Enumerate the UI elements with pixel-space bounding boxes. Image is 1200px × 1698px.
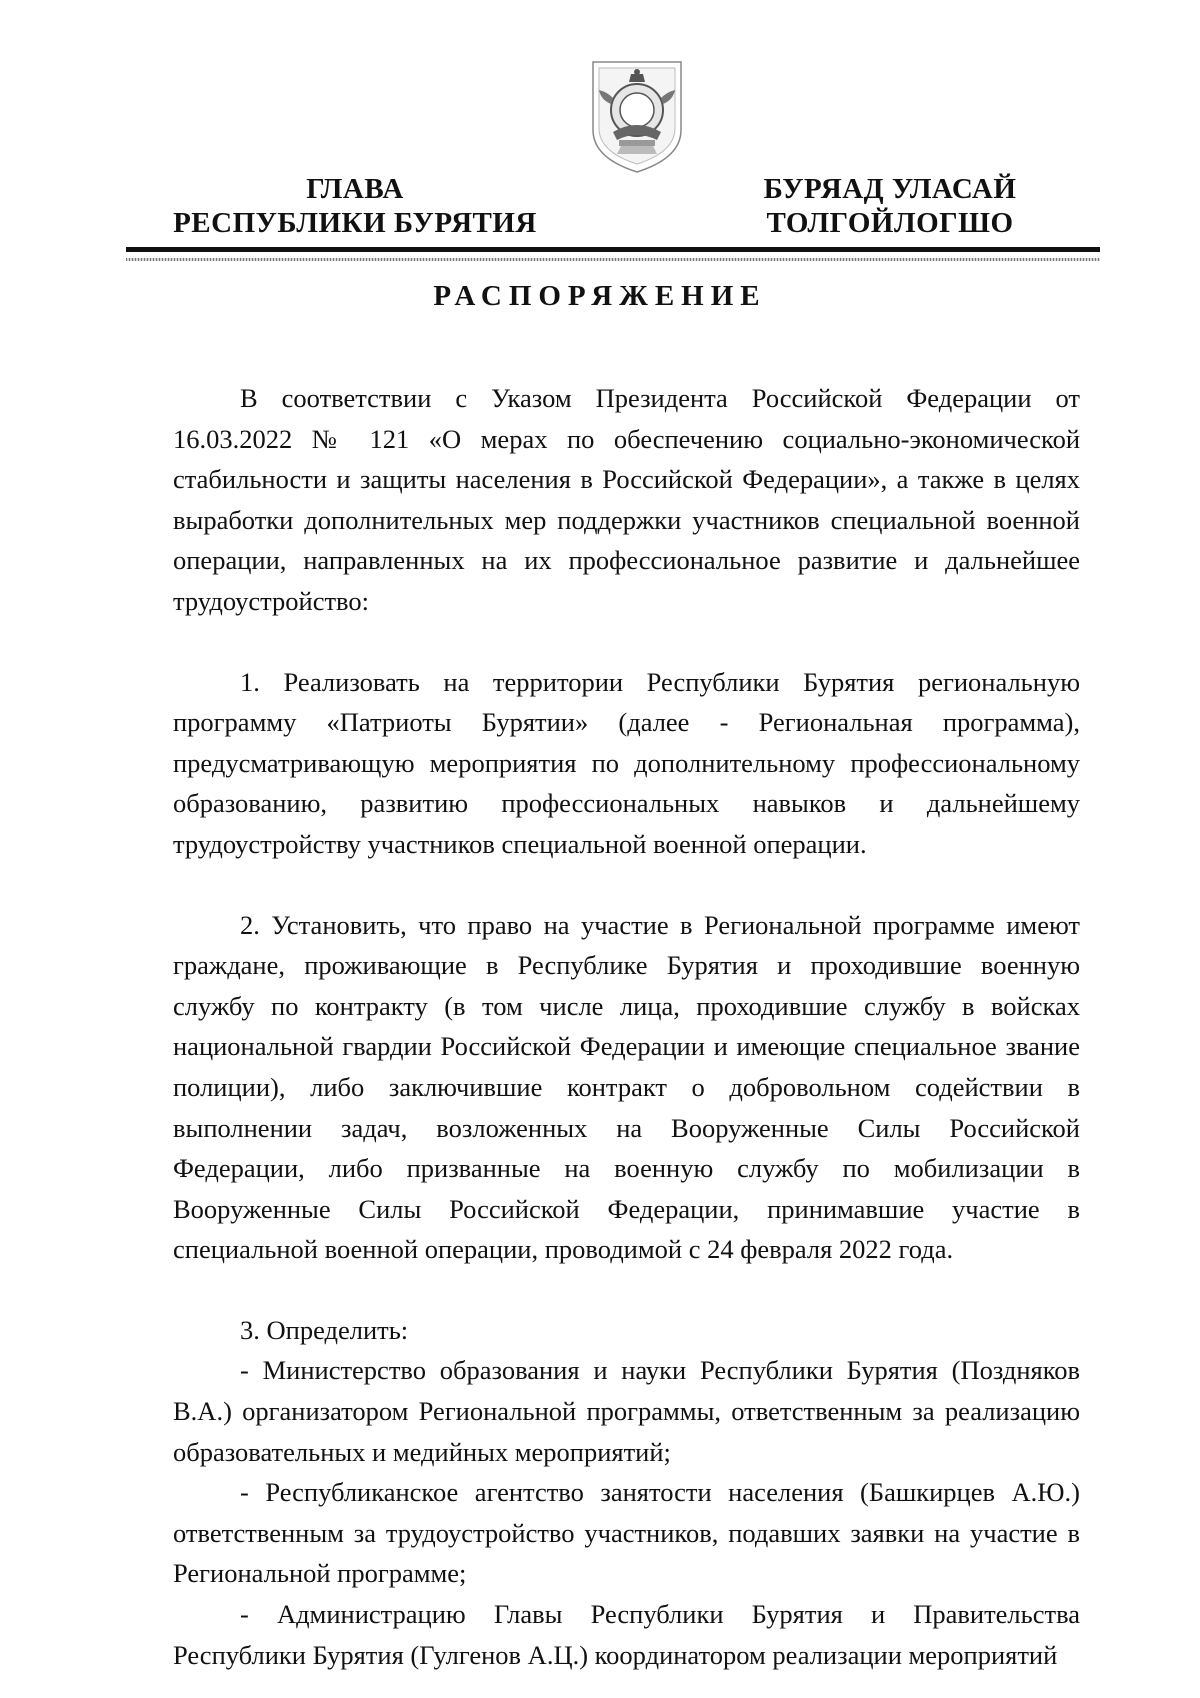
document-body [173,378,1080,1675]
paragraph-item-2: 2. Установить, что право на участие в Региональной программе имеют граждане, проживающие в Республике Бурятия и проходившие военную службу по контракту (в том числе лица, проходившие службу в войсках национальной гвардии Российской Федерации и имеющие специальное звание полиции), либо заключившие контракт о добровольном содействии в выполнении задач, возложенных на Вооруженные Силы Российской Федерации, либо призванные на военную службу по мобилизации в Вооруженные Силы Российской Федерации, принимавшие участие в специальной военной операции, проводимой с 24 февраля 2022 года. [173,909,1080,1265]
header-divider-thin [126,258,1100,261]
document-type-title: РАСПОРЯЖЕНИЕ [433,280,767,312]
header-left-title [160,172,550,240]
paragraph-item-3-sub-1: - Министерство образования и науки Республики Бурятия (Поздняков В.А.) организатором Региональной программы, ответственным за реализацию образовательных и медийных мероприятий; [173,1355,1080,1467]
header-right-line-2: ТОЛГОЙЛОГШО [766,207,1014,239]
coat-of-arms-icon [589,58,685,176]
header-right-line-1: БУРЯАД УЛАСАЙ [763,173,1017,205]
paragraph-item-3-sub-2: - Республиканское агентство занятости населения (Башкирцев А.Ю.) ответственным за трудоустройство участников, подавших заявки на участие в Региональной программе; [173,1477,1080,1589]
header-left-line-1: ГЛАВА [306,173,404,205]
paragraph-preamble: В соответствии с Указом Президента Российской Федерации от 16.03.2022 № 121 «О мерах по обеспечению социально-экономической стабильности и защиты населения в Российской Федерации», а также в целях выработки дополнительных мер поддержки участников специальной военной операции, направленных на их профессиональное развитие и дальнейшее трудоустройство: [173,383,1080,616]
header-right-title [720,172,1060,240]
paragraph-item-3: 3. Определить: [240,1314,409,1345]
header-left-line-2: РЕСПУБЛИКИ БУРЯТИЯ [173,207,537,239]
header-divider-thick [126,247,1100,252]
paragraph-item-3-sub-3: - Администрацию Главы Республики Бурятия и Правительства Республики Бурятия (Гулгенов А.Ц.) координатором реализации мероприятий [173,1599,1080,1670]
paragraph-item-1: 1. Реализовать на территории Республики Бурятия региональную программу «Патриоты Бурятии» (далее - Региональная программа), предусматривающую мероприятия по дополнительному профессиональному образованию, развитию профессиональных навыков и дальнейшему трудоустройству участников специальной военной операции. [173,666,1080,859]
